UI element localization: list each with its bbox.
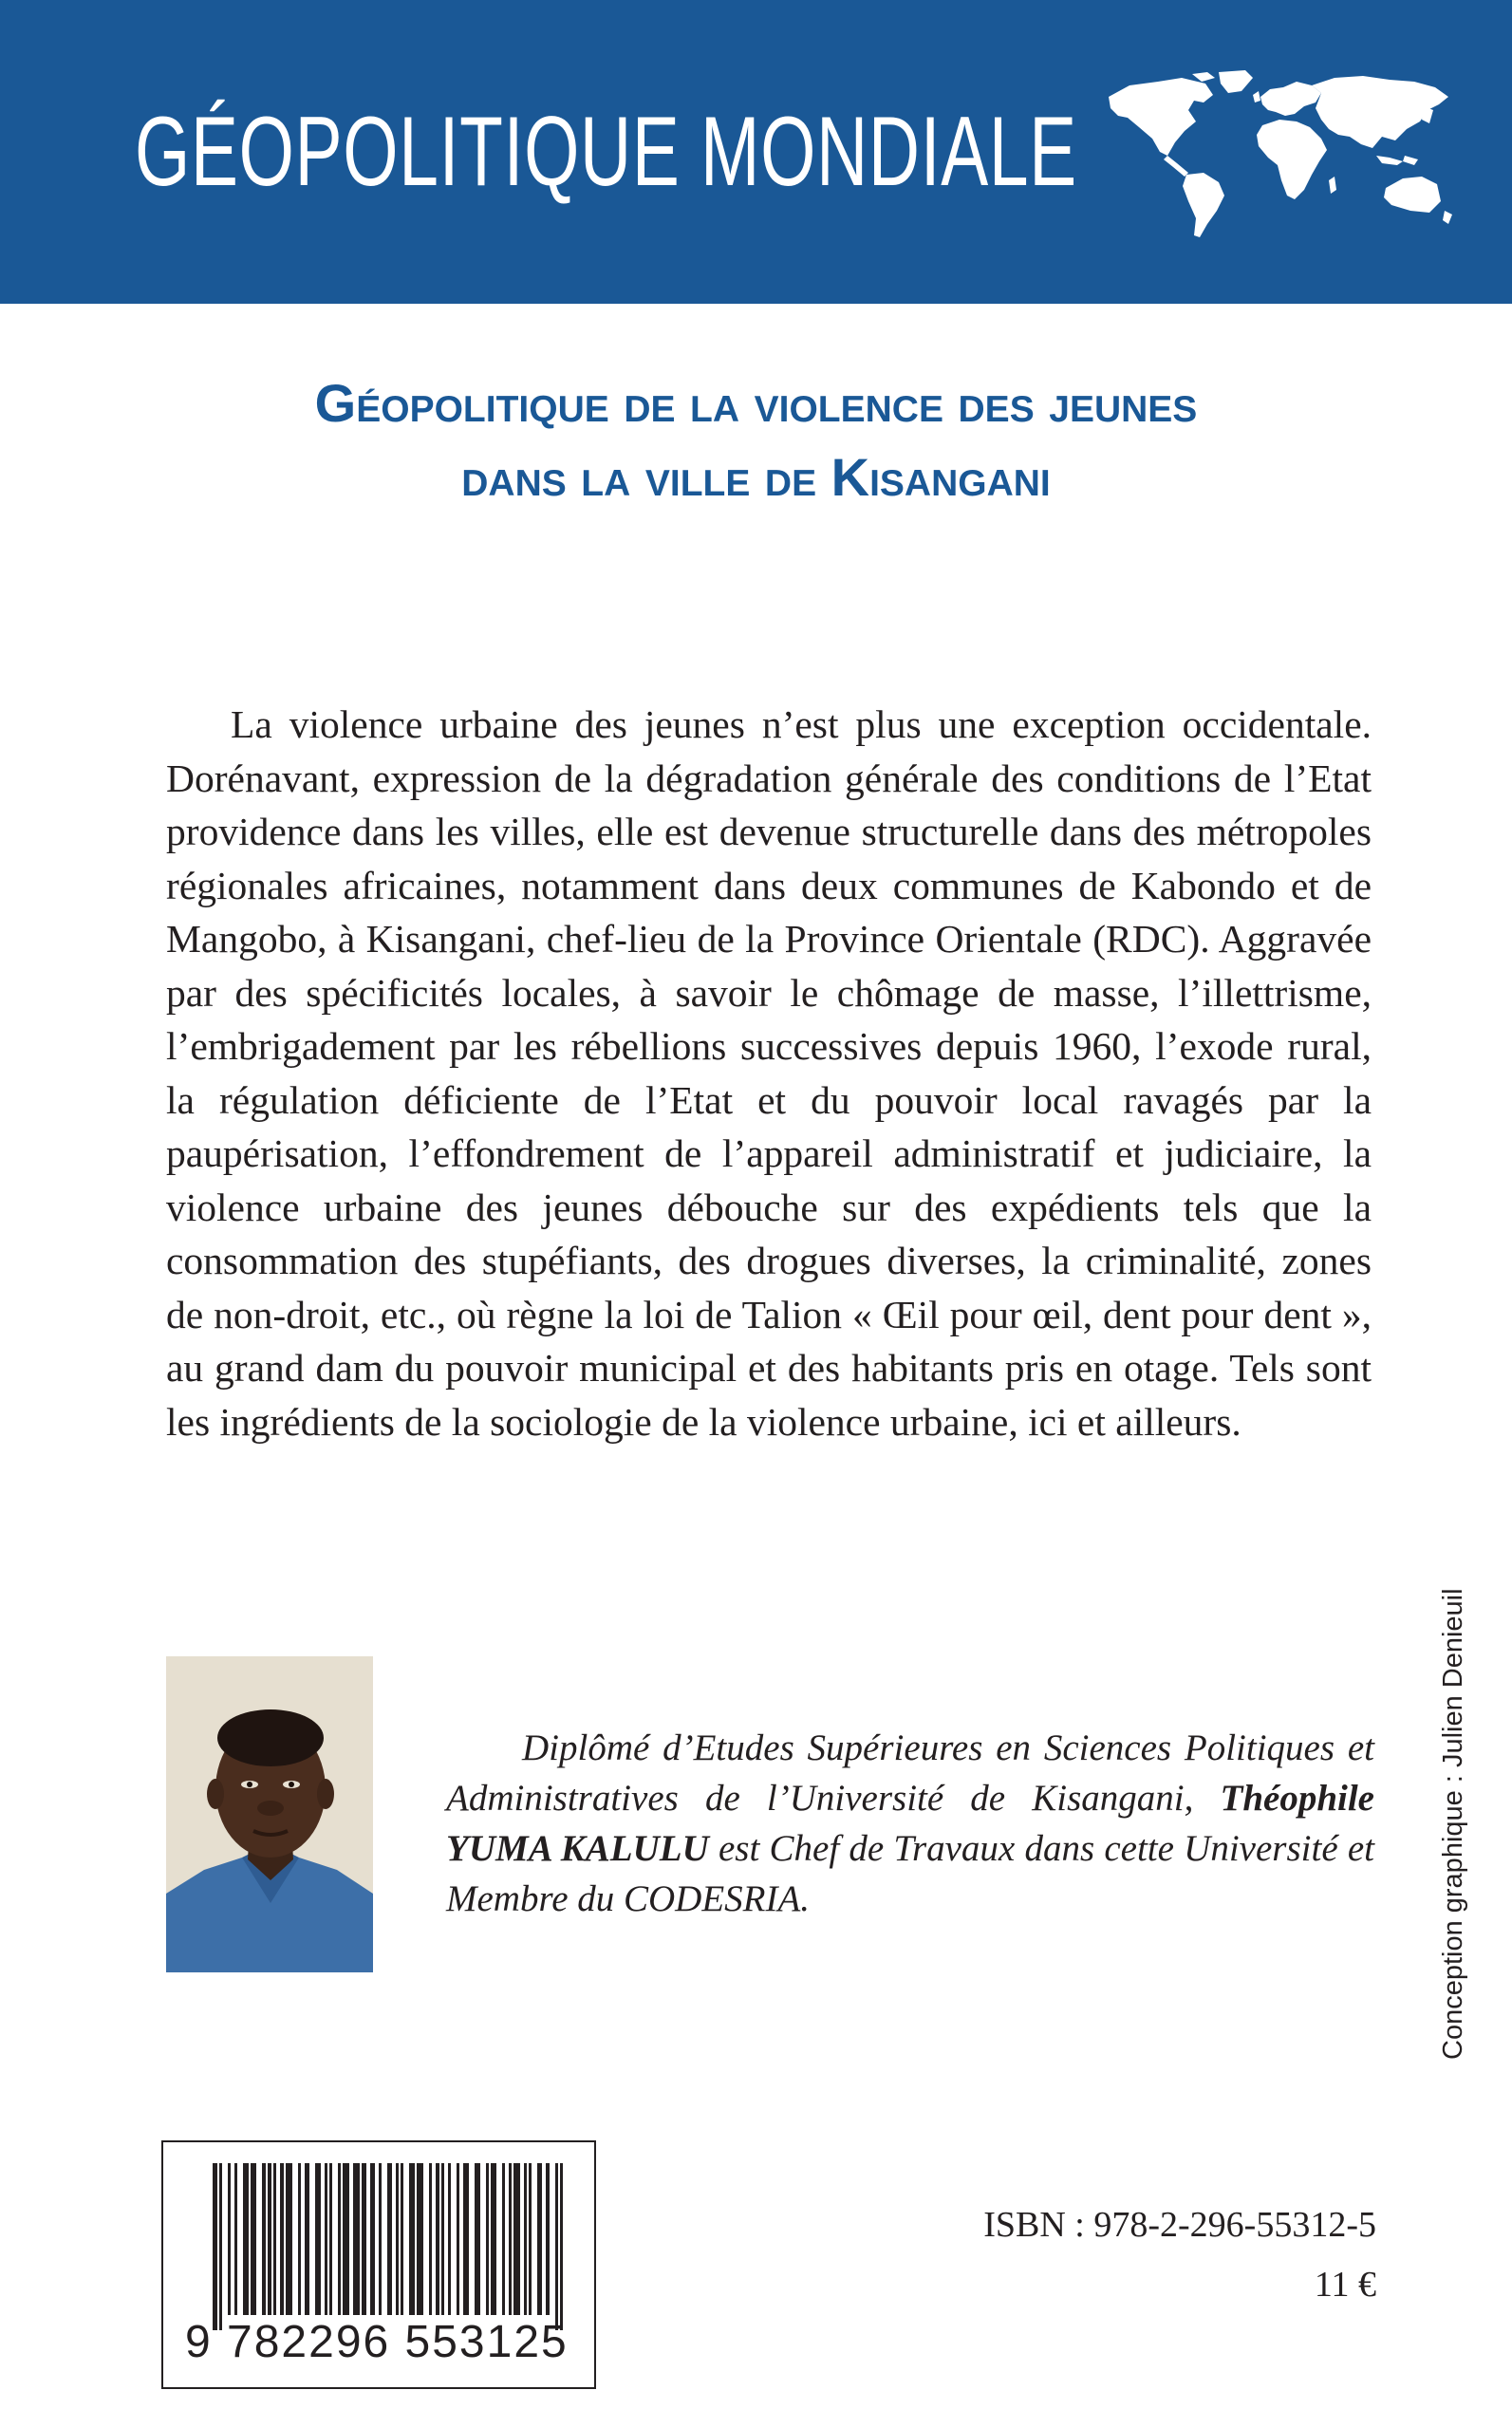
author-bio-after: est Chef de Travaux dans cette Université et Membre du CODESRIA.: [446, 1828, 1374, 1919]
barcode-bar: [305, 2163, 309, 2315]
barcode-bar: [417, 2163, 423, 2315]
barcode-number: 9 782296 553125: [185, 2317, 569, 2367]
barcode-bar: [546, 2163, 550, 2315]
barcode-bar: [387, 2163, 392, 2315]
barcode-bar: [325, 2163, 327, 2315]
barcode-bar: [436, 2163, 439, 2315]
barcode-bar: [429, 2163, 432, 2315]
barcode-bar: [448, 2163, 451, 2315]
barcode-bar: [298, 2163, 301, 2315]
series-title: GÉOPOLITIQUE MONDIALE: [135, 97, 1077, 207]
barcode-bar: [228, 2163, 231, 2315]
barcode-bar: [537, 2163, 542, 2315]
barcode-bar: [370, 2163, 375, 2315]
barcode-bar: [286, 2163, 292, 2315]
barcode-bar: [219, 2163, 222, 2330]
barcode-bar: [409, 2163, 415, 2315]
barcode-bar: [343, 2163, 349, 2315]
design-credit: Conception graphique : Julien Denieuil: [1438, 1588, 1468, 2060]
author-portrait-image: [166, 1656, 373, 1972]
barcode-bar: [491, 2163, 496, 2315]
back-cover-blurb: [166, 698, 1372, 1448]
barcode-bar: [234, 2163, 237, 2315]
author-bio: [446, 1723, 1374, 1924]
barcode-bar: [329, 2163, 332, 2315]
barcode-bar: [463, 2163, 469, 2315]
barcode-bar: [555, 2163, 558, 2330]
barcode-bar: [486, 2163, 489, 2315]
price: 11 €: [1314, 2265, 1376, 2305]
barcode-bar: [560, 2163, 563, 2330]
barcode-bar: [353, 2163, 360, 2315]
barcode-bar: [251, 2163, 256, 2315]
barcode-bar: [213, 2163, 217, 2330]
barcode-bars: [163, 2142, 598, 2332]
series-banner: [0, 0, 1512, 304]
barcode-bar: [362, 2163, 366, 2315]
isbn: ISBN : 978-2-296-55312-5: [983, 2205, 1376, 2245]
book-title-line-2: dans la ville de Kisangani: [461, 447, 1051, 507]
author-photo: [166, 1656, 373, 1972]
barcode-bar: [509, 2163, 512, 2315]
barcode-bar: [379, 2163, 382, 2315]
author-bio-before: Diplômé d’Etudes Supérieures en Sciences Politiques et Administratives de l’Université de Kisangani,: [446, 1727, 1374, 1819]
barcode-bar: [243, 2163, 249, 2315]
barcode-bar: [513, 2163, 520, 2315]
book-title-line-1: Géopolitique de la violence des jeunes: [314, 373, 1198, 433]
barcode-bar: [441, 2163, 444, 2315]
barcode-bar: [529, 2163, 532, 2315]
barcode-bar: [457, 2163, 459, 2315]
barcode-bar: [273, 2163, 276, 2315]
barcode-bar: [268, 2163, 271, 2315]
world-map-icon: [1101, 68, 1462, 239]
barcode-bar: [502, 2163, 505, 2315]
blurb-text: La violence urbaine des jeunes n’est plus une exception occidentale. Dorénavant, expression de la dégradation générale des conditions de l’Etat providence dans les villes, elle est devenue structurelle dans des métropoles régionales africaines, notamment dans deux communes de Kabondo et de Mangobo, à Kisangani, chef-lieu de la Province Orientale (RDC). Aggravée par des spécificités locales, à savoir le chômage de masse, l’illettrisme, l’embrigadement par les rébellions successives depuis 1960, l’exode rural, la régulation déficiente de l’Etat et du pouvoir local ravagés par la paupérisation, l’effondrement de l’appareil administratif et judiciaire, la violence urbaine des jeunes débouche sur des expédients tels que la consommation des stupéfiants, des drogues diverses, la criminalité, zones de non-droit, etc., où règne la loi de Talion « Œil pour œil, dent pour dent », au grand dam du pouvoir municipal et des habitants pris en otage. Tels sont les ingrédients de la sociologie de la violence urbaine, ici et ailleurs.: [166, 702, 1372, 1444]
barcode-bar: [262, 2163, 266, 2315]
barcode-bar: [315, 2163, 321, 2315]
author-name: Théophile YUMA KALULU: [446, 1778, 1374, 1869]
barcode-bar: [401, 2163, 403, 2315]
barcode-bar: [524, 2163, 527, 2315]
barcode-bar: [338, 2163, 341, 2315]
barcode-bar: [396, 2163, 399, 2315]
barcode-bar: [280, 2163, 284, 2315]
barcode-bar: [475, 2163, 480, 2315]
